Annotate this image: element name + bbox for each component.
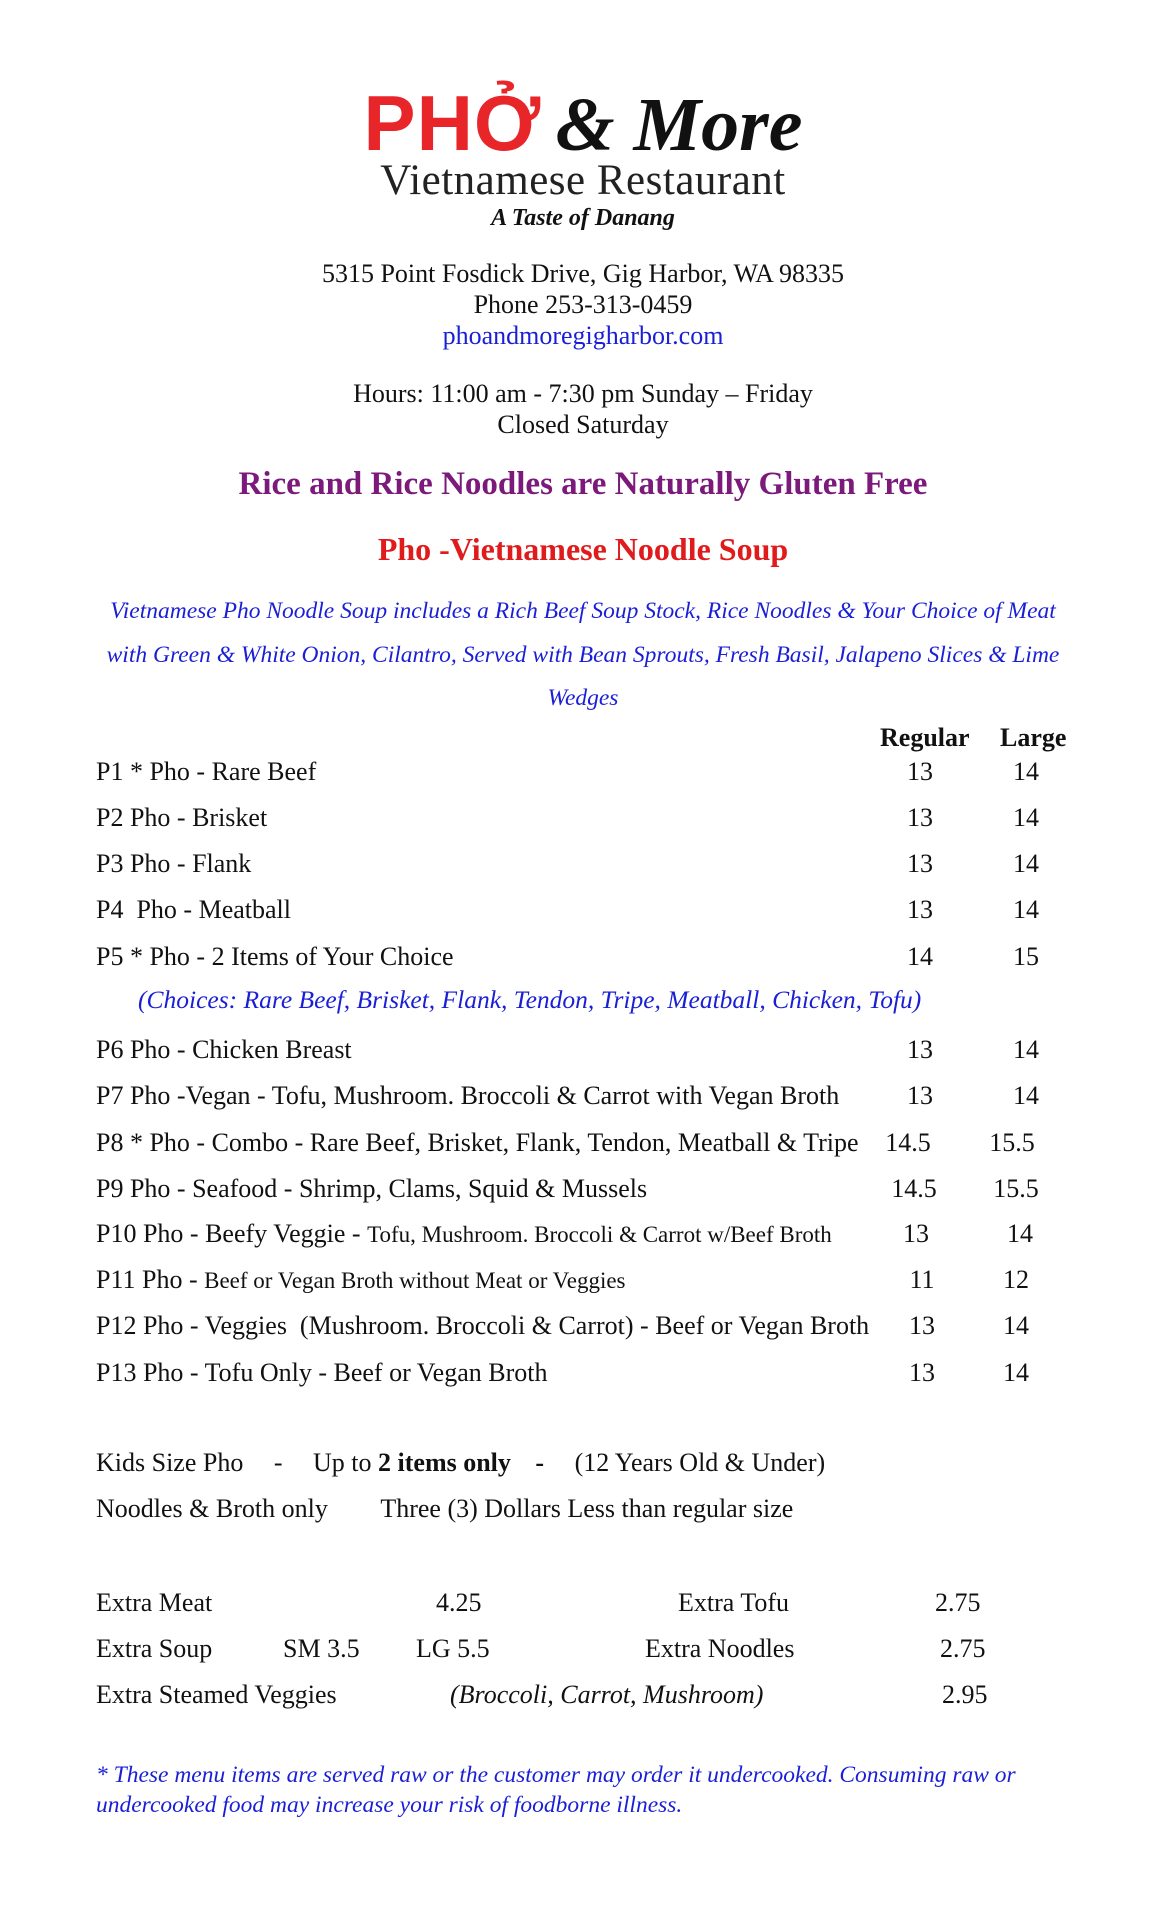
extra-soup-small: SM 3.5: [283, 1634, 360, 1663]
price-large: 14: [1013, 1081, 1039, 1110]
price-regular: 14.5: [891, 1174, 937, 1203]
noodles-broth-note: Three (3) Dollars Less than regular size: [380, 1494, 794, 1523]
extra-meat-label: Extra Meat: [96, 1588, 213, 1617]
closed-day: Closed Saturday: [497, 410, 669, 439]
price-large: 14: [1013, 895, 1039, 924]
price-regular: 13: [909, 1358, 935, 1387]
logo-subtitle: Vietnamese Restaurant: [380, 157, 786, 204]
hours: Hours: 11:00 am - 7:30 pm Sunday – Friday: [353, 379, 813, 408]
menu-item: [96, 1035, 352, 1065]
website-link[interactable]: phoandmoregigharbor.com: [442, 321, 724, 350]
kids-age: (12 Years Old & Under): [574, 1448, 826, 1477]
price-large: 14: [1003, 1358, 1029, 1387]
price-large: 14: [1013, 757, 1039, 786]
tagline: A Taste of Danang: [491, 205, 675, 231]
menu-item: [96, 942, 454, 972]
menu-item-name: Pho - Veggies (Mushroom. Broccoli & Carrot) - Beef or Vegan Broth: [136, 1311, 870, 1340]
menu-item: [96, 1265, 626, 1295]
menu-item-name: Pho - Beefy Veggie -: [136, 1219, 368, 1248]
price-large: 14: [1013, 1035, 1039, 1064]
menu-item: [96, 1219, 832, 1249]
raw-food-footnote: * These menu items are served raw or the customer may order it undercooked. Consuming raw or undercooked food may increase your risk of foodborne illness.: [96, 1762, 1016, 1818]
column-regular: Regular: [880, 723, 970, 752]
section-description: Vietnamese Pho Noodle Soup includes a Rich Beef Soup Stock, Rice Noodles & Your Choice of Meat with Green & White Onion, Cilantro, Served with Bean Sprouts, Fresh Basil, Jalapeno Slices & Lime Wedges: [106, 598, 1060, 711]
menu-item-code: P6: [96, 1035, 124, 1064]
price-large: 15.5: [993, 1174, 1039, 1203]
menu-item-code: P13: [96, 1358, 137, 1387]
address: 5315 Point Fosdick Drive, Gig Harbor, WA 98335: [321, 259, 845, 288]
menu-item-name: * Pho - 2 Items of Your Choice: [123, 942, 454, 971]
menu-item-code: P8: [96, 1128, 124, 1157]
price-regular: 13: [907, 1035, 933, 1064]
kids-upto: Up to: [313, 1448, 372, 1477]
menu-item: [96, 1081, 839, 1111]
price-large: 15.5: [989, 1128, 1035, 1157]
choices-note: (Choices: Rare Beef, Brisket, Flank, Tendon, Tripe, Meatball, Chicken, Tofu): [138, 985, 922, 1014]
price-regular: 13: [907, 849, 933, 878]
price-regular: 13: [907, 757, 933, 786]
extra-veggies-price: 2.95: [942, 1680, 988, 1709]
kids-size-line: [96, 1448, 825, 1478]
menu-item-code: P10: [96, 1219, 137, 1248]
menu-item-detail: Tofu, Mushroom. Broccoli & Carrot w/Beef Broth: [367, 1222, 832, 1247]
price-large: 14: [1007, 1219, 1033, 1248]
menu-item-name: Pho - Brisket: [123, 803, 268, 832]
kids-items-limit: 2 items only: [378, 1448, 511, 1477]
extra-meat-price: 4.25: [436, 1588, 482, 1617]
price-regular: 14.5: [885, 1128, 931, 1157]
price-large: 14: [1003, 1311, 1029, 1340]
gluten-free-note: Rice and Rice Noodles are Naturally Gluten Free: [238, 466, 928, 502]
noodles-broth-label: Noodles & Broth only: [96, 1494, 328, 1523]
price-large: 15: [1013, 942, 1039, 971]
extra-veggies-label: Extra Steamed Veggies: [96, 1680, 337, 1709]
extra-noodles-price: 2.75: [940, 1634, 986, 1663]
logo-pho: PHỞ: [363, 79, 542, 167]
menu-item-name: * Pho - Combo - Rare Beef, Brisket, Flank, Tendon, Meatball & Tripe: [123, 1128, 859, 1157]
menu-item: [96, 757, 316, 787]
price-regular: 13: [907, 1081, 933, 1110]
menu-item: [96, 895, 291, 925]
logo-more: & More: [555, 83, 803, 167]
phone: Phone 253-313-0459: [473, 290, 693, 319]
menu-item-code: P9: [96, 1174, 124, 1203]
extra-veggies-desc: (Broccoli, Carrot, Mushroom): [450, 1680, 764, 1709]
column-large: Large: [1000, 723, 1067, 752]
menu-item-name: Pho -: [135, 1265, 205, 1294]
menu-item: [96, 1358, 547, 1388]
menu-item-name: Pho - Meatball: [123, 895, 291, 924]
extra-soup-label: Extra Soup: [96, 1634, 213, 1663]
kids-label: Kids Size Pho: [96, 1448, 244, 1477]
menu-item-name: Pho - Seafood - Shrimp, Clams, Squid & Mussels: [123, 1174, 648, 1203]
menu-item-name: Pho - Tofu Only - Beef or Vegan Broth: [136, 1358, 548, 1387]
menu-item-detail: Beef or Vegan Broth without Meat or Veggies: [204, 1268, 626, 1293]
price-regular: 13: [907, 803, 933, 832]
menu-item: [96, 803, 267, 833]
kids-dash: -: [273, 1448, 283, 1477]
menu-item: [96, 1174, 647, 1204]
menu-item-name: Pho - Flank: [123, 849, 252, 878]
price-regular: 13: [909, 1311, 935, 1340]
menu-item-name: Pho - Chicken Breast: [123, 1035, 352, 1064]
menu-item: [96, 1128, 859, 1158]
extra-noodles-label: Extra Noodles: [645, 1634, 795, 1663]
menu-item-code: P7: [96, 1081, 124, 1110]
price-regular: 13: [903, 1219, 929, 1248]
price-large: 14: [1013, 803, 1039, 832]
extra-tofu-price: 2.75: [935, 1588, 981, 1617]
noodles-broth-line: [96, 1494, 793, 1524]
menu-item-code: P12: [96, 1311, 137, 1340]
menu-item-code: P2: [96, 803, 124, 832]
menu-item-name: Pho -Vegan - Tofu, Mushroom. Broccoli & Carrot with Vegan Broth: [123, 1081, 840, 1110]
price-regular: 11: [909, 1265, 935, 1294]
extra-tofu-label: Extra Tofu: [678, 1588, 790, 1617]
price-large: 12: [1003, 1265, 1029, 1294]
menu-item-code: P11: [96, 1265, 136, 1294]
menu-item: [96, 1311, 869, 1341]
section-title: Pho -Vietnamese Noodle Soup: [377, 531, 789, 567]
menu-item-name: * Pho - Rare Beef: [123, 757, 317, 786]
price-regular: 14: [907, 942, 933, 971]
menu-item-code: P1: [96, 757, 124, 786]
menu-item: [96, 849, 251, 879]
kids-dash-2: -: [535, 1448, 545, 1477]
menu-item-code: P4: [96, 895, 124, 924]
menu-item-code: P3: [96, 849, 124, 878]
menu-item-code: P5: [96, 942, 124, 971]
price-large: 14: [1013, 849, 1039, 878]
price-regular: 13: [907, 895, 933, 924]
extra-soup-large: LG 5.5: [416, 1634, 490, 1663]
